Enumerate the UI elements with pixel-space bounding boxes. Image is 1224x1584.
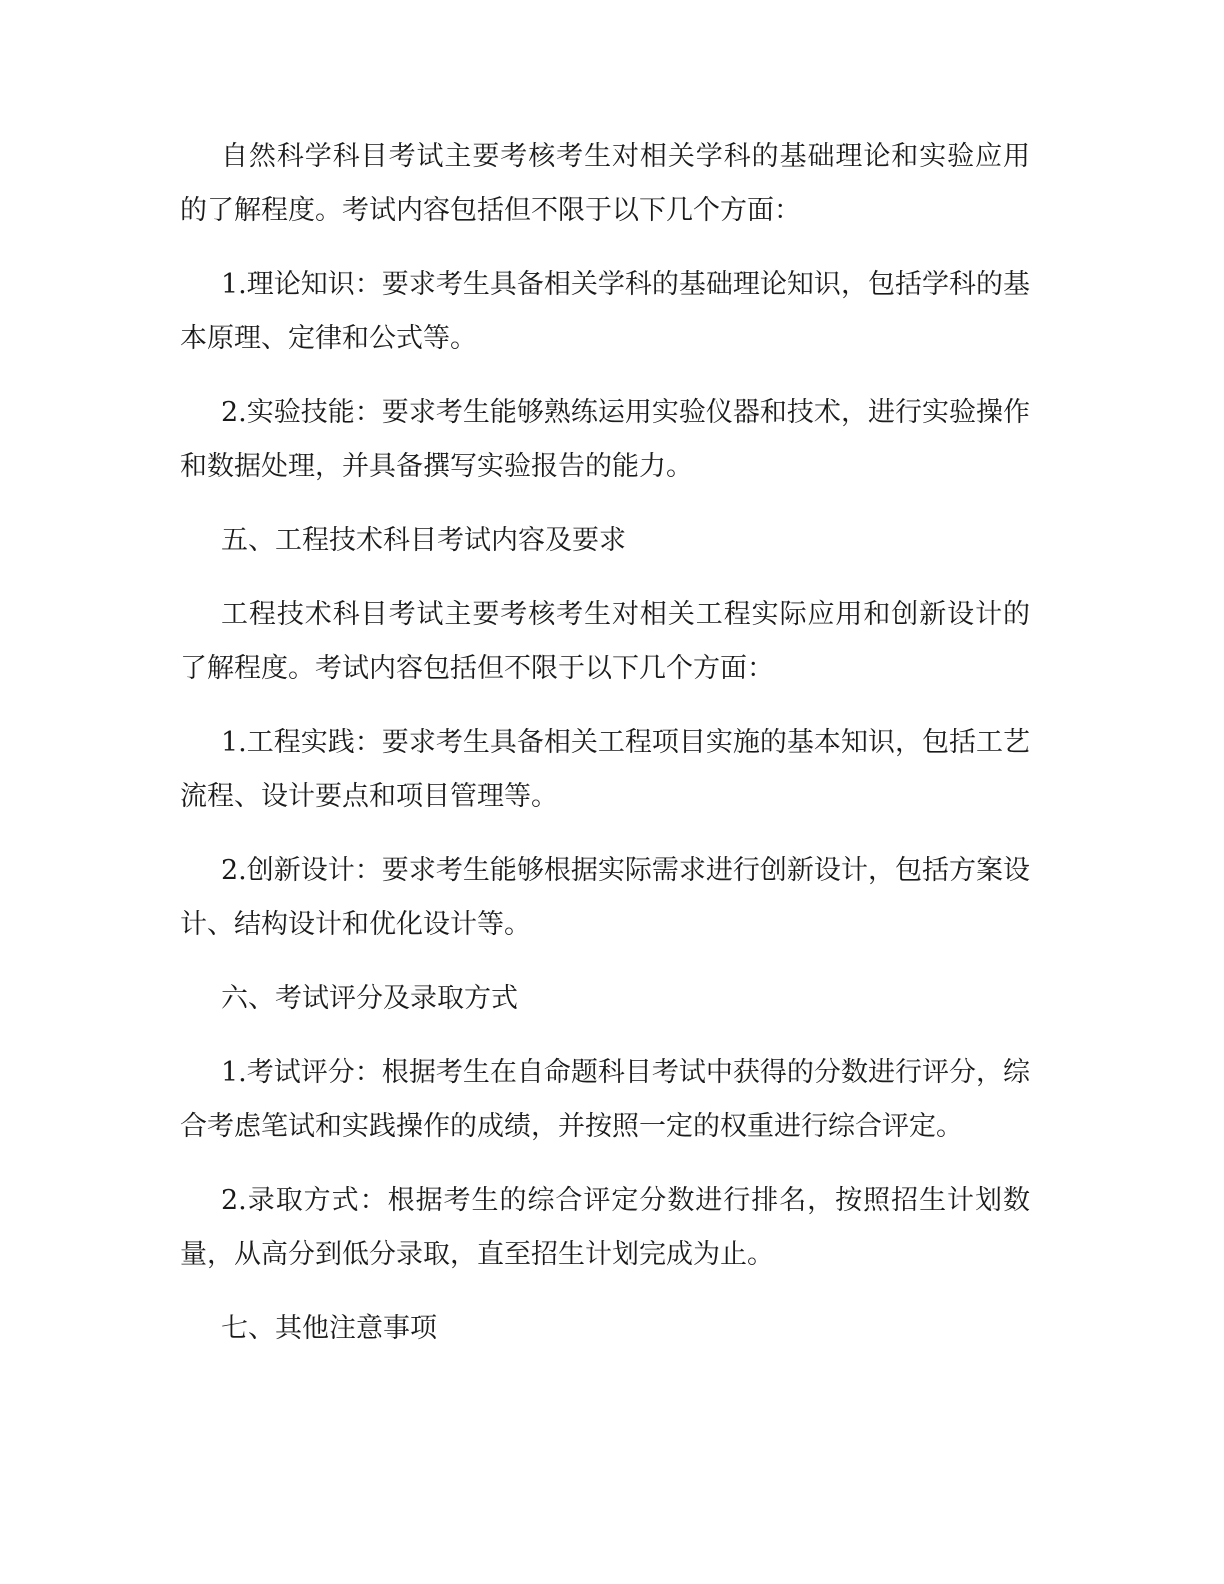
paragraph-innovation-design: 2.创新设计：要求考生能够根据实际需求进行创新设计，包括方案设计、结构设计和优化设计等。 — [180, 855, 1030, 940]
paragraph-exam-scoring: 1.考试评分：根据考生在自命题科目考试中获得的分数进行评分，综合考虑笔试和实践操作的成绩，并按照一定的权重进行综合评定。 — [180, 1057, 1030, 1142]
paragraph-admission-method: 2.录取方式：根据考生的综合评定分数进行排名，按照招生计划数量，从高分到低分录取，直至招生计划完成为止。 — [180, 1185, 1030, 1270]
section-heading-engineering: 五、工程技术科目考试内容及要求 — [221, 525, 626, 556]
section-heading-other-notes: 七、其他注意事项 — [221, 1313, 437, 1344]
document-body — [180, 130, 1030, 1376]
paragraph-engineering-intro: 工程技术科目考试主要考核考生对相关工程实际应用和创新设计的了解程度。考试内容包括但不限于以下几个方面： — [180, 599, 1030, 684]
section-heading-scoring: 六、考试评分及录取方式 — [221, 983, 518, 1014]
paragraph-theory-knowledge: 1.理论知识：要求考生具备相关学科的基础理论知识，包括学科的基本原理、定律和公式等。 — [180, 269, 1030, 354]
paragraph-natural-science-intro: 自然科学科目考试主要考核考生对相关学科的基础理论和实验应用的了解程度。考试内容包括但不限于以下几个方面： — [180, 141, 1030, 226]
paragraph-experiment-skills: 2.实验技能：要求考生能够熟练运用实验仪器和技术，进行实验操作和数据处理，并具备撰写实验报告的能力。 — [180, 397, 1030, 482]
paragraph-engineering-practice: 1.工程实践：要求考生具备相关工程项目实施的基本知识，包括工艺流程、设计要点和项目管理等。 — [180, 727, 1030, 812]
